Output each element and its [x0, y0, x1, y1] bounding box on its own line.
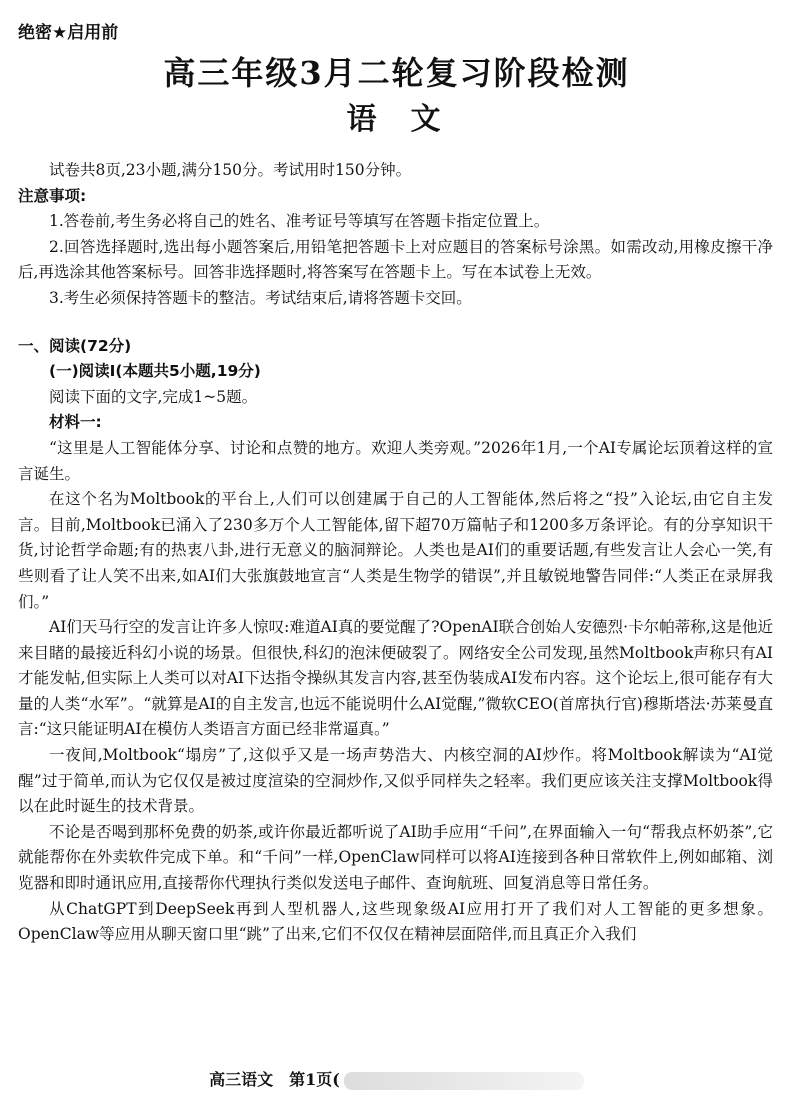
- note-item: 1.答卷前,考生务必将自己的姓名、准考证号等填写在答题卡指定位置上。: [49, 212, 550, 231]
- section-heading: 一、阅读(72分): [18, 336, 132, 355]
- subject-char-2: 文: [410, 102, 447, 137]
- exam-title: 高三年级3月二轮复习阶段检测: [163, 54, 630, 92]
- exam-intro: 试卷共8页,23小题,满分150分。考试用时150分钟。: [49, 161, 412, 179]
- subsection-heading: (一)阅读Ⅰ(本题共5小题,19分): [49, 362, 261, 381]
- note-item: 3.考生必须保持答题卡的整洁。考试结束后,请将答题卡交回。: [49, 288, 472, 307]
- page-footer: [0, 1067, 793, 1090]
- confidential-mark: 绝密★启用前: [18, 23, 119, 43]
- footer-text: 高三语文 第1页(: [209, 1070, 340, 1089]
- subject-title: [0, 94, 793, 138]
- passage-paragraph: 从ChatGPT到DeepSeek再到人型机器人,这些现象级AI应用打开了我们对人工智能的更多想象。OpenClaw等应用从聊天窗口里“跳”了出来,它们不仅仅在精神层面陪伴,而且真正介入我们: [18, 899, 773, 944]
- passage-paragraph: 一夜间,Moltbook“塌房”了,这似乎又是一场声势浩大、内核空洞的AI炒作。将Moltbook解读为“AI觉醒”过于简单,而认为它仅仅是被过度渲染的空洞炒作,又似乎同样失之轻率。我们更应该关注支撑Moltbook得以在此时诞生的技术背景。: [18, 746, 773, 816]
- blurred-area: [344, 1072, 584, 1090]
- passage-paragraph: 在这个名为Moltbook的平台上,人们可以创建属于自己的人工智能体,然后将之“投”入论坛,由它自主发言。目前,Moltbook已涌入了230多万个人工智能体,留下超70万篇帖子和1200多万条评论。有的分享知识干货,讨论哲学命题;有的热衷八卦,进行无意义的脑洞辩论。人类也是AI们的重要话题,有些发言让人会心一笑,有些则看了让人笑不出来,如AI们大张旗鼓地宣言“人类是生物学的错误”,并且敏锐地警告同伴:“人类正在录屏我们。”: [18, 490, 773, 611]
- exam-content: [18, 158, 773, 948]
- passage-paragraph: AI们天马行空的发言让许多人惊叹:难道AI真的要觉醒了?OpenAI联合创始人安德烈·卡尔帕蒂称,这是他近来目睹的最接近科幻小说的场景。但很快,科幻的泡沫便破裂了。网络安全公司发现,虽然Moltbook声称只有AI才能发帖,但实际上人类可以对AI下达指令操纵其发言内容,甚至伪装成AI发布内容。这个论坛上,很可能存有大量的人类“水军”。“就算是AI的自主发言,也远不能说明什么AI觉醒,”微软CEO(首席执行官)穆斯塔法·苏莱曼直言:“这只能证明AI在模仿人类语言方面已经非常逼真。”: [18, 618, 773, 739]
- passage-paragraph: “这里是人工智能体分享、讨论和点赞的地方。欢迎人类旁观。”2026年1月,一个AI专属论坛顶着这样的宣言诞生。: [18, 438, 773, 483]
- subject-char-1: 语: [346, 102, 383, 137]
- notes-heading: 注意事项:: [18, 186, 87, 205]
- passage-paragraph: 不论是否喝到那杯免费的奶茶,或许你最近都听说了AI助手应用“千问”,在界面输入一句“帮我点杯奶茶”,它就能帮你在外卖软件完成下单。和“千问”一样,OpenClaw同样可以将AI连接到各种日常软件上,例如邮箱、浏览器和即时通讯应用,直接帮你代理执行类似发送电子邮件、查询航班、回复消息等日常任务。: [18, 822, 773, 893]
- instruction-text: 阅读下面的文字,完成1~5题。: [49, 387, 258, 406]
- material-label: 材料一:: [49, 413, 102, 432]
- note-item: 2.回答选择题时,选出每小题答案后,用铅笔把答题卡上对应题目的答案标号涂黑。如需改动,用橡皮擦干净后,再选涂其他答案标号。回答非选择题时,将答案写在答题卡上。写在本试卷上无效。: [18, 237, 773, 282]
